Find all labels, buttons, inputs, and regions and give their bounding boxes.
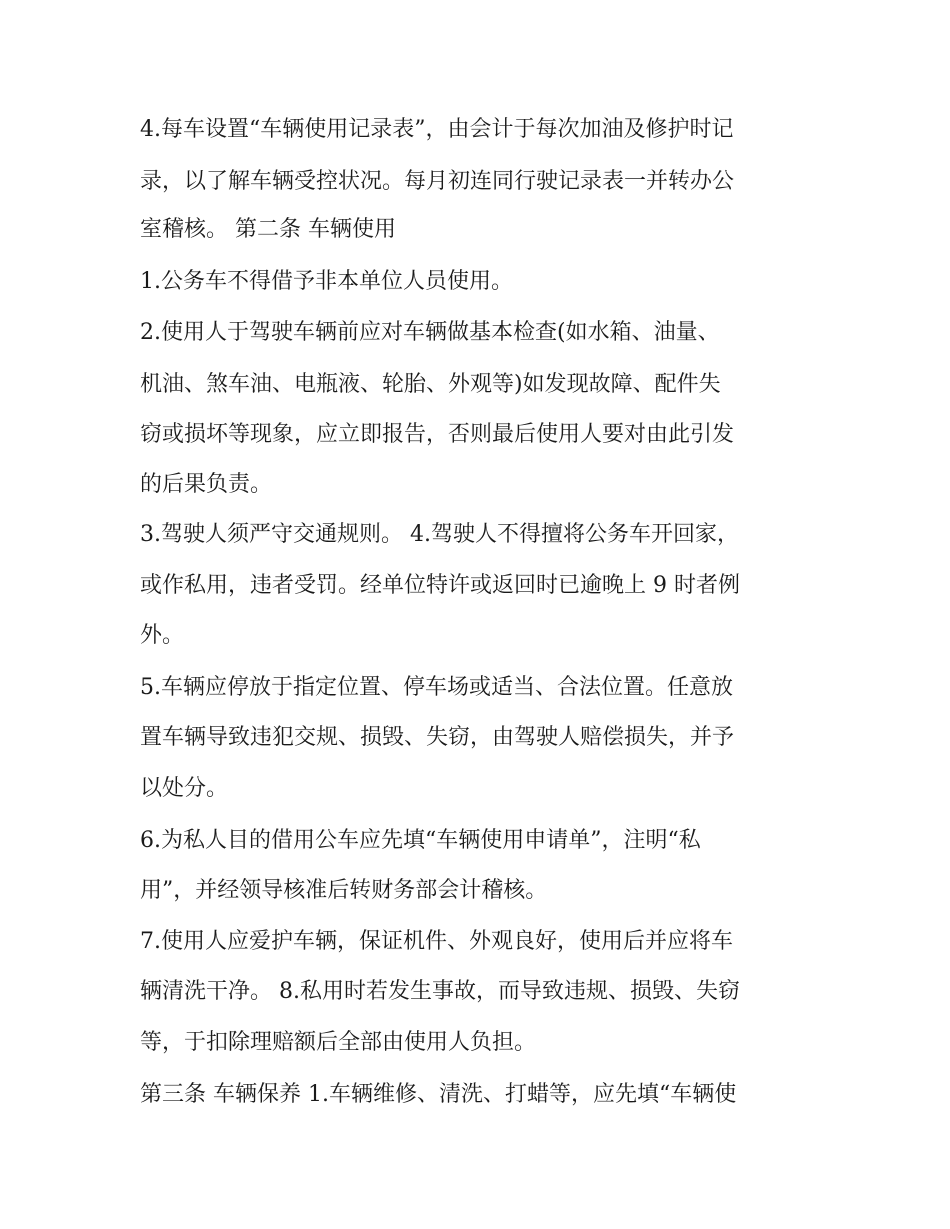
text-line: 1.公务车不得借予非本单位人员使用。: [140, 269, 513, 294]
text-line: 用”，并经领导核准后转财务部会计稽核。: [140, 878, 548, 903]
text-line: 第三条 车辆保养 1.车辆维修、清洗、打蜡等，应先填“车辆使: [140, 1082, 737, 1107]
text-line: 辆清洗干净。 8.私用时若发生事故，而导致违规、损毁、失窃: [140, 979, 740, 1004]
text-line: 置车辆导致违犯交规、损毁、失窃，由驾驶人赔偿损失，并予: [140, 725, 735, 750]
text-line: 室稽核。 第二条 车辆使用: [140, 217, 396, 242]
text-line: 3.驾驶人须严守交通规则。 4.驾驶人不得擅将公务车开回家，: [140, 522, 739, 547]
text-line: 录，以了解车辆受控状况。每月初连同行驶记录表一并转办公: [140, 169, 735, 194]
text-line: 2.使用人于驾驶车辆前应对车辆做基本检查(如水箱、油量、: [140, 320, 720, 345]
text-line: 机油、煞车油、电瓶液、轮胎、外观等)如发现故障、配件失: [140, 372, 721, 397]
text-line: 4.每车设置“车辆使用记录表”，由会计于每次加油及修护时记: [140, 117, 734, 142]
text-line: 6.为私人目的借用公车应先填“车辆使用申请单”，注明“私: [140, 828, 701, 853]
text-line: 或作私用，违者受罚。经单位特许或返回时已逾晚上 9 时者例: [140, 573, 740, 598]
text-line: 的后果负责。: [140, 472, 273, 497]
text-line: 7.使用人应爱护车辆，保证机件、外观良好，使用后并应将车: [140, 929, 733, 954]
text-line: 5.车辆应停放于指定位置、停车场或适当、合法位置。任意放: [140, 675, 733, 700]
text-line: 以处分。: [140, 776, 229, 801]
text-line: 外。: [140, 623, 185, 648]
text-line: 窃或损坏等现象，应立即报告，否则最后使用人要对由此引发: [140, 422, 735, 447]
text-line: 等，于扣除理赔额后全部由使用人负担。: [140, 1030, 537, 1055]
